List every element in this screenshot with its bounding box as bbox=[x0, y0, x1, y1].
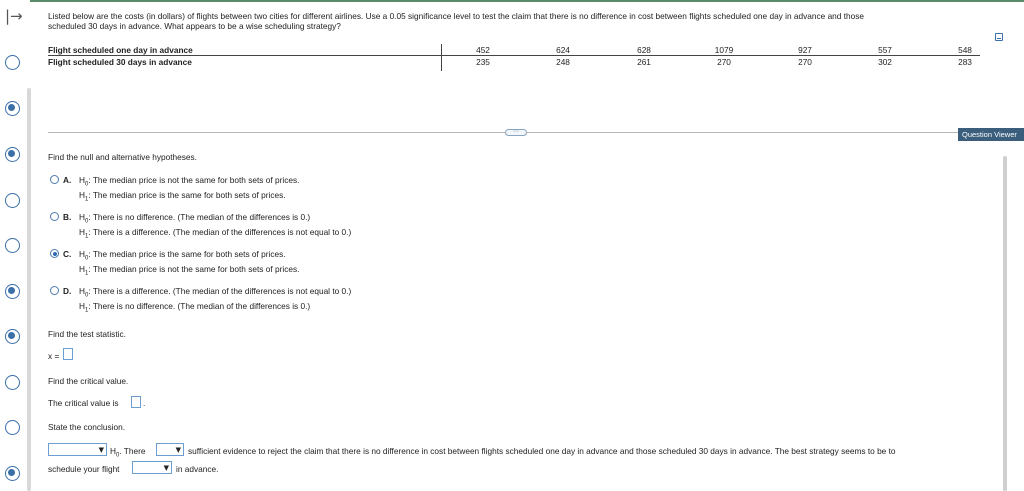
collapse-arrow-icon[interactable]: |→ bbox=[5, 7, 23, 25]
option-letter: A. bbox=[63, 175, 72, 185]
question-status-dot[interactable] bbox=[5, 375, 20, 390]
table-cell: 261 bbox=[637, 57, 651, 67]
dropdown-arrow-icon: ▼ bbox=[163, 464, 169, 472]
h-letter: H bbox=[110, 446, 116, 456]
option-d-h0: $H_0$: There is a difference. (The median of the differences is not equal to 0.) bbox=[79, 286, 352, 299]
hypothesis-text: The median price is the same for both sets of prices. bbox=[92, 249, 286, 259]
option-b-radio[interactable] bbox=[50, 212, 59, 221]
option-letter: D. bbox=[63, 286, 72, 296]
option-d-radio[interactable] bbox=[50, 286, 59, 295]
question-nav-rail bbox=[0, 0, 30, 491]
hypothesis-text: There is a difference. (The median of the differences is not equal to 0.) bbox=[92, 227, 352, 237]
conclusion-prompt: State the conclusion. bbox=[48, 422, 126, 432]
in-advance-text: in advance. bbox=[176, 464, 219, 474]
hypothesis-text: The median price is not the same for both sets of prices. bbox=[92, 264, 300, 274]
strategy-dropdown[interactable] bbox=[132, 461, 172, 474]
table-cell: 270 bbox=[798, 57, 812, 67]
table-row bbox=[48, 56, 988, 68]
row-label: Flight scheduled 30 days in advance bbox=[48, 57, 192, 67]
table-cell: 283 bbox=[958, 57, 972, 67]
conclusion-text: sufficient evidence to reject the claim that there is no difference in cost between flights scheduled one day in advance and those scheduled 30 days in advance. The best strategy seems to be to bbox=[188, 446, 896, 456]
test-statistic-prompt: Find the test statistic. bbox=[48, 329, 126, 339]
option-d-h1: $H_1$: There is no difference. (The median of the differences is 0.) bbox=[79, 301, 311, 314]
option-letter: C. bbox=[63, 249, 72, 259]
content-scrollbar[interactable] bbox=[1003, 156, 1007, 491]
table-cell: 452 bbox=[476, 45, 490, 55]
hypothesis-text: There is no difference. (The median of the differences is 0.) bbox=[92, 212, 311, 222]
reject-decision-dropdown[interactable] bbox=[48, 443, 107, 456]
pane-resize-handle[interactable]: ⋯ bbox=[505, 129, 527, 136]
test-statistic-input[interactable] bbox=[63, 348, 73, 360]
question-status-dot[interactable] bbox=[5, 420, 20, 435]
hypothesis-text: The median price is not the same for both sets of prices. bbox=[92, 175, 300, 185]
dropdown-arrow-icon: ▼ bbox=[98, 446, 104, 454]
problem-line: scheduled 30 days in advance. What appears to be a wise scheduling strategy? bbox=[48, 21, 341, 31]
question-status-dot[interactable] bbox=[5, 284, 20, 299]
critical-value-input[interactable] bbox=[131, 396, 141, 408]
hypothesis-text: The median price is the same for both sets of prices. bbox=[92, 190, 286, 200]
critical-value-prompt: Find the critical value. bbox=[48, 376, 129, 386]
flight-cost-table bbox=[48, 44, 988, 68]
pane-separator bbox=[48, 132, 958, 133]
table-cell: 1079 bbox=[714, 45, 734, 55]
option-letter: B. bbox=[63, 212, 72, 222]
question-status-dot[interactable] bbox=[5, 238, 20, 253]
table-cell: 235 bbox=[476, 57, 490, 67]
option-b-h0: $H_0$: There is no difference. (The median of the differences is 0.) bbox=[79, 212, 311, 225]
table-cell: 548 bbox=[958, 45, 972, 55]
option-a-h1: $H_1$: The median price is the same for both sets of prices. bbox=[79, 190, 286, 203]
hypothesis-text: There is no difference. (The median of the differences is 0.) bbox=[92, 301, 311, 311]
option-a-h0: $H_0$: The median price is not the same for both sets of prices. bbox=[79, 175, 300, 188]
option-a-radio[interactable] bbox=[50, 175, 59, 184]
option-c-radio[interactable] bbox=[50, 249, 59, 258]
top-accent-line bbox=[0, 0, 1024, 2]
table-cell: 628 bbox=[637, 45, 651, 55]
h-subscript: 0 bbox=[116, 452, 120, 459]
table-cell: 557 bbox=[878, 45, 892, 55]
option-b-h1: $H_1$: There is a difference. (The median of the differences is not equal to 0.) bbox=[79, 227, 352, 240]
question-status-dot[interactable] bbox=[5, 466, 20, 481]
question-status-dot[interactable] bbox=[5, 329, 20, 344]
table-cell: 248 bbox=[556, 57, 570, 67]
problem-line: Listed below are the costs (in dollars) of flights between two cities for different airlines. Use a 0.05 significance level to test the claim that there is no difference in cost between flights scheduled one day in advance and those bbox=[48, 11, 865, 21]
x-label: x = bbox=[48, 351, 60, 361]
there-text: . There bbox=[119, 446, 146, 456]
hypotheses-prompt: Find the null and alternative hypotheses. bbox=[48, 152, 197, 162]
critical-value-label: The critical value is bbox=[48, 398, 119, 408]
table-cell: 270 bbox=[717, 57, 731, 67]
option-c-h1: $H_1$: The median price is not the same for both sets of prices. bbox=[79, 264, 300, 277]
hypothesis-text: There is a difference. (The median of the differences is not equal to 0.) bbox=[92, 286, 352, 296]
question-status-dot[interactable] bbox=[5, 101, 20, 116]
problem-statement bbox=[48, 11, 978, 31]
period: . bbox=[143, 398, 146, 408]
question-status-dot[interactable] bbox=[5, 147, 20, 162]
table-cell: 624 bbox=[556, 45, 570, 55]
option-c-h0: $H_0$: The median price is the same for both sets of prices. bbox=[79, 249, 286, 262]
conclusion-h0 bbox=[110, 446, 145, 459]
rail-scrollbar[interactable] bbox=[27, 88, 31, 491]
question-status-dot[interactable] bbox=[5, 193, 20, 208]
open-window-icon[interactable] bbox=[995, 33, 1003, 41]
table-cell: 927 bbox=[798, 45, 812, 55]
table-cell: 302 bbox=[878, 57, 892, 67]
question-viewer-button[interactable]: Question Viewer bbox=[958, 128, 1024, 141]
row-label: Flight scheduled one day in advance bbox=[48, 45, 193, 55]
schedule-text: schedule your flight bbox=[48, 464, 120, 474]
table-divider bbox=[48, 55, 980, 56]
question-status-dot[interactable] bbox=[5, 55, 20, 70]
dropdown-arrow-icon: ▼ bbox=[175, 446, 181, 454]
evidence-dropdown[interactable] bbox=[156, 443, 184, 456]
table-divider bbox=[441, 44, 442, 71]
